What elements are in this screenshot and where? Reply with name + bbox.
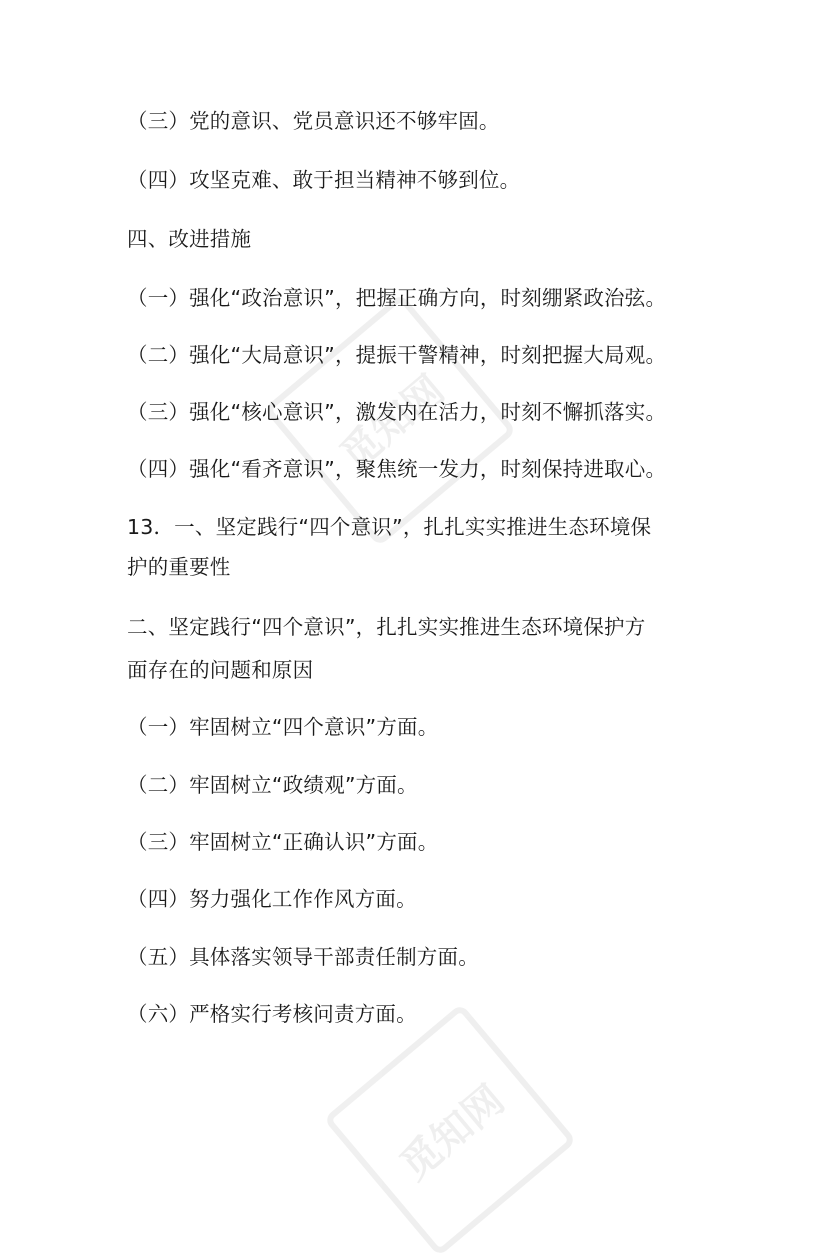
section-heading: 四、改进措施 — [127, 227, 252, 251]
paragraph-line: （二）牢固树立“政绩观”方面。 — [127, 773, 418, 797]
paragraph-line: （四）强化“看齐意识”，聚焦统一发力，时刻保持进取心。 — [127, 457, 667, 481]
paragraph-line: （六）严格实行考核问责方面。 — [127, 1002, 417, 1026]
paragraph-line: （一）强化“政治意识”，把握正确方向，时刻绷紧政治弦。 — [127, 286, 667, 310]
paragraph-line: （一）牢固树立“四个意识”方面。 — [127, 715, 439, 739]
paragraph-line: （二）强化“大局意识”，提振干警精神，时刻把握大局观。 — [127, 343, 667, 367]
paragraph-line: （四）努力强化工作作风方面。 — [127, 887, 417, 911]
section-heading: 13．一、坚定践行“四个意识”，扎扎实实推进生态环境保 — [127, 515, 652, 539]
section-heading: 面存在的问题和原因 — [127, 658, 314, 682]
watermark-text: 觅知网 — [263, 293, 517, 547]
section-heading: 护的重要性 — [127, 555, 231, 579]
section-heading: 二、坚定践行“四个意识”，扎扎实实推进生态环境保护方 — [127, 615, 646, 639]
paragraph-line: （五）具体落实领导干部责任制方面。 — [127, 945, 479, 969]
watermark-text: 觅知网 — [323, 1003, 577, 1257]
paragraph-line: （四）攻坚克难、敢于担当精神不够到位。 — [127, 168, 521, 192]
watermark-logo — [323, 1003, 577, 1257]
paragraph-line: （三）党的意识、党员意识还不够牢固。 — [127, 109, 500, 133]
paragraph-line: （三）强化“核心意识”，激发内在活力，时刻不懈抓落实。 — [127, 400, 667, 424]
paragraph-line: （三）牢固树立“正确认识”方面。 — [127, 830, 439, 854]
